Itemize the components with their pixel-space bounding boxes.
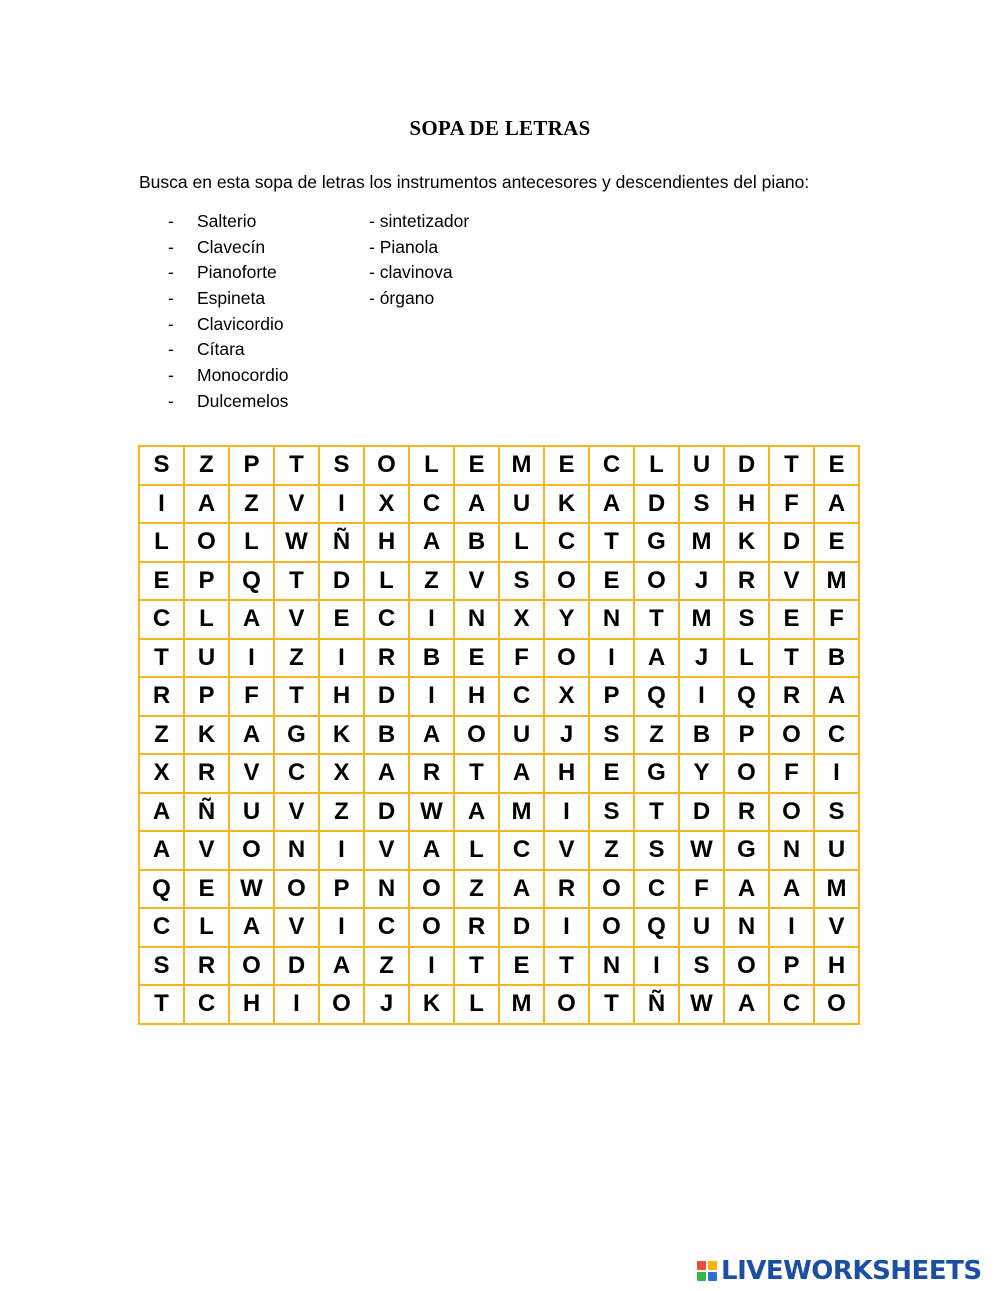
grid-cell[interactable]: W [274,523,319,562]
instruction-text: Busca en esta sopa de letras los instrumentos antecesores y descendientes del piano: [139,172,810,192]
grid-cell[interactable]: U [679,446,724,485]
logo-mark-square [708,1261,717,1270]
grid-cell[interactable]: I [409,677,454,716]
grid-cell[interactable]: Z [364,947,409,986]
grid-cell[interactable]: H [364,523,409,562]
grid-row [139,446,859,485]
list-item: - Pianola [369,236,439,257]
instrument-list-left [168,209,288,415]
grid-cell[interactable]: V [274,600,319,639]
grid-cell[interactable]: I [409,600,454,639]
grid-cell[interactable]: A [499,870,544,909]
grid-cell[interactable]: A [724,985,769,1024]
word-search-grid [138,445,860,1025]
grid-cell[interactable]: S [139,947,184,986]
list-item-label: Cítara [197,339,245,360]
grid-cell[interactable]: P [229,446,274,485]
grid-cell[interactable]: C [139,908,184,947]
grid-cell[interactable]: O [544,639,589,678]
grid-cell[interactable]: R [769,677,814,716]
grid-cell[interactable]: T [454,947,499,986]
grid-cell[interactable]: Z [589,831,634,870]
grid-cell[interactable]: K [409,985,454,1024]
grid-cell[interactable]: L [184,600,229,639]
grid-cell[interactable]: B [454,523,499,562]
grid-cell[interactable]: I [229,639,274,678]
grid-cell[interactable]: I [769,908,814,947]
grid-cell[interactable]: F [769,485,814,524]
grid-cell[interactable]: O [769,793,814,832]
list-item-label: Clavicordio [197,313,284,334]
grid-cell[interactable]: N [454,600,499,639]
grid-cell[interactable]: C [589,446,634,485]
grid-cell[interactable]: Z [139,716,184,755]
grid-cell[interactable]: R [184,754,229,793]
grid-row [139,716,859,755]
grid-cell[interactable]: O [409,870,454,909]
grid-cell[interactable]: I [139,485,184,524]
grid-cell[interactable]: V [814,908,859,947]
grid-cell[interactable]: N [769,831,814,870]
list-dash: - [168,262,174,283]
grid-row [139,562,859,601]
grid-cell[interactable]: M [679,523,724,562]
grid-cell[interactable]: A [319,947,364,986]
grid-cell[interactable]: R [544,870,589,909]
grid-cell[interactable]: F [679,870,724,909]
grid-cell[interactable]: L [229,523,274,562]
grid-cell[interactable]: P [769,947,814,986]
grid-cell[interactable]: D [364,677,409,716]
grid-cell[interactable]: A [184,485,229,524]
grid-cell[interactable]: D [634,485,679,524]
grid-cell[interactable]: I [544,908,589,947]
logo-mark-square [697,1272,706,1281]
grid-cell[interactable]: U [679,908,724,947]
grid-cell[interactable]: E [184,870,229,909]
grid-cell[interactable]: L [634,446,679,485]
grid-cell[interactable]: J [544,716,589,755]
grid-cell[interactable]: I [634,947,679,986]
grid-cell[interactable]: P [319,870,364,909]
grid-cell[interactable]: L [184,908,229,947]
grid-cell[interactable]: A [634,639,679,678]
list-dash: - [168,288,174,309]
grid-cell[interactable]: Y [544,600,589,639]
grid-cell[interactable]: H [544,754,589,793]
grid-cell[interactable]: A [409,716,454,755]
list-item-label: Dulcemelos [197,390,289,411]
grid-cell[interactable]: R [724,562,769,601]
grid-cell[interactable]: W [409,793,454,832]
grid-cell[interactable]: O [454,716,499,755]
grid-cell[interactable]: C [499,831,544,870]
logo-text: LIVEWORKSHEETS [721,1256,982,1286]
grid-cell[interactable]: O [409,908,454,947]
grid-cell[interactable]: F [814,600,859,639]
grid-cell[interactable]: V [544,831,589,870]
list-item-label: Espineta [197,288,266,309]
grid-cell[interactable]: O [724,947,769,986]
grid-cell[interactable]: L [409,446,454,485]
grid-cell[interactable]: F [499,639,544,678]
grid-cell[interactable]: E [544,446,589,485]
grid-cell[interactable]: C [139,600,184,639]
grid-cell[interactable]: A [409,523,454,562]
grid-cell[interactable]: T [544,947,589,986]
grid-cell[interactable]: S [814,793,859,832]
grid-cell[interactable]: B [814,639,859,678]
grid-cell[interactable]: C [184,985,229,1024]
grid-row [139,485,859,524]
list-dash: - [168,390,174,411]
grid-cell[interactable]: E [769,600,814,639]
grid-row [139,523,859,562]
grid-cell[interactable]: O [589,870,634,909]
grid-cell[interactable]: X [364,485,409,524]
logo-mark-square [708,1272,717,1281]
grid-cell[interactable]: I [319,639,364,678]
grid-row [139,947,859,986]
grid-cell[interactable]: V [274,485,319,524]
list-item-label: Salterio [197,211,257,231]
grid-row [139,677,859,716]
grid-cell[interactable]: T [139,985,184,1024]
grid-cell[interactable]: S [589,793,634,832]
grid-cell[interactable]: I [679,677,724,716]
list-item: - sintetizador [369,211,470,231]
grid-cell[interactable]: F [769,754,814,793]
page-title: SOPA DE LETRAS [409,116,591,140]
grid-cell[interactable]: T [139,639,184,678]
list-item [168,389,288,415]
grid-cell[interactable]: O [634,562,679,601]
grid-cell[interactable]: O [544,562,589,601]
grid-cell[interactable]: T [769,639,814,678]
grid-cell[interactable]: O [544,985,589,1024]
grid-cell[interactable]: I [589,639,634,678]
grid-cell[interactable]: T [589,523,634,562]
grid-cell[interactable]: H [454,677,499,716]
grid-cell[interactable]: I [319,485,364,524]
grid-row [139,639,859,678]
grid-cell[interactable]: O [769,716,814,755]
list-item [168,235,288,261]
grid-cell[interactable]: S [499,562,544,601]
grid-cell[interactable]: D [364,793,409,832]
grid-cell[interactable]: P [724,716,769,755]
grid-cell[interactable]: L [499,523,544,562]
grid-cell[interactable]: I [814,754,859,793]
grid-cell[interactable]: V [364,831,409,870]
liveworksheets-logo [697,1256,982,1286]
grid-cell[interactable]: U [499,716,544,755]
grid-cell[interactable]: U [814,831,859,870]
list-dash: - [168,365,174,386]
grid-row [139,870,859,909]
grid-cell[interactable]: S [634,831,679,870]
grid-cell[interactable]: P [589,677,634,716]
list-item-label: Clavecín [197,236,266,257]
grid-cell[interactable]: K [544,485,589,524]
grid-cell[interactable]: O [319,985,364,1024]
grid-cell[interactable]: H [229,985,274,1024]
grid-cell[interactable]: M [814,870,859,909]
grid-cell[interactable]: C [544,523,589,562]
grid-cell[interactable]: E [454,446,499,485]
grid-cell[interactable]: L [454,831,499,870]
grid-cell[interactable]: Ñ [184,793,229,832]
grid-cell[interactable]: Z [634,716,679,755]
grid-cell[interactable]: A [814,677,859,716]
grid-cell[interactable]: O [229,831,274,870]
grid-cell[interactable]: Z [319,793,364,832]
grid-row [139,908,859,947]
grid-cell[interactable]: H [814,947,859,986]
grid-cell[interactable]: P [184,677,229,716]
grid-cell[interactable]: O [229,947,274,986]
grid-cell[interactable]: O [814,985,859,1024]
grid-cell[interactable]: V [229,754,274,793]
grid-cell[interactable]: A [229,716,274,755]
grid-cell[interactable]: A [499,754,544,793]
grid-cell[interactable]: J [679,639,724,678]
grid-cell[interactable]: A [589,485,634,524]
grid-cell[interactable]: S [139,446,184,485]
grid-cell[interactable]: A [409,831,454,870]
grid-cell[interactable]: T [274,446,319,485]
grid-cell[interactable]: T [454,754,499,793]
grid-row [139,793,859,832]
grid-cell[interactable]: L [454,985,499,1024]
grid-cell[interactable]: I [319,831,364,870]
grid-cell[interactable]: K [319,716,364,755]
grid-cell[interactable]: Z [454,870,499,909]
grid-cell[interactable]: T [769,446,814,485]
list-item: - órgano [369,288,435,309]
grid-cell[interactable]: M [499,793,544,832]
grid-cell[interactable]: M [499,446,544,485]
grid-cell[interactable]: H [319,677,364,716]
list-item-label: Pianoforte [197,262,277,283]
grid-cell[interactable]: A [229,600,274,639]
grid-cell[interactable]: E [139,562,184,601]
grid-cell[interactable]: S [679,485,724,524]
grid-cell[interactable]: U [499,485,544,524]
grid-cell[interactable]: Z [184,446,229,485]
grid-cell[interactable]: X [544,677,589,716]
grid-cell[interactable]: S [319,446,364,485]
grid-cell[interactable]: M [814,562,859,601]
grid-cell[interactable]: E [589,754,634,793]
grid-cell[interactable]: K [184,716,229,755]
grid-cell[interactable]: I [409,947,454,986]
grid-cell[interactable]: I [544,793,589,832]
list-dash: - [168,236,174,257]
grid-cell[interactable]: K [724,523,769,562]
grid-cell[interactable]: N [364,870,409,909]
grid-cell[interactable]: B [364,716,409,755]
grid-cell[interactable]: G [634,523,679,562]
grid-cell[interactable]: A [769,870,814,909]
list-item [168,312,288,338]
list-dash: - [168,211,174,231]
grid-cell[interactable]: U [184,639,229,678]
list-dash: - [168,339,174,360]
grid-cell[interactable]: C [634,870,679,909]
grid-cell[interactable]: O [184,523,229,562]
grid-row [139,831,859,870]
grid-cell[interactable]: V [274,793,319,832]
grid-cell[interactable]: G [724,831,769,870]
list-item [168,363,288,389]
grid-cell[interactable]: I [274,985,319,1024]
grid-cell[interactable]: C [364,908,409,947]
grid-cell[interactable]: A [229,908,274,947]
grid-cell[interactable]: T [634,600,679,639]
grid-cell[interactable]: Z [274,639,319,678]
grid-cell[interactable]: R [139,677,184,716]
grid-cell[interactable]: Q [634,908,679,947]
grid-cell[interactable]: Ñ [319,523,364,562]
grid-cell[interactable]: E [589,562,634,601]
grid-cell[interactable]: E [499,947,544,986]
grid-cell[interactable]: W [229,870,274,909]
grid-cell[interactable]: M [679,600,724,639]
grid-cell[interactable]: O [364,446,409,485]
grid-cell[interactable]: V [274,908,319,947]
list-item-label: Monocordio [197,365,289,386]
grid-cell[interactable]: R [184,947,229,986]
grid-cell[interactable]: V [769,562,814,601]
grid-cell[interactable]: V [454,562,499,601]
grid-cell[interactable]: E [454,639,499,678]
grid-cell[interactable]: O [724,754,769,793]
grid-cell[interactable]: L [724,639,769,678]
grid-cell[interactable]: D [724,446,769,485]
grid-cell[interactable]: Z [409,562,454,601]
grid-cell[interactable]: S [724,600,769,639]
grid-cell[interactable]: T [274,562,319,601]
grid-cell[interactable]: A [454,793,499,832]
grid-cell[interactable]: B [679,716,724,755]
list-dash: - [168,313,174,334]
grid-cell[interactable]: G [274,716,319,755]
grid-cell[interactable]: C [814,716,859,755]
grid-cell[interactable]: X [139,754,184,793]
grid-cell[interactable]: Y [679,754,724,793]
grid-cell[interactable]: Q [724,677,769,716]
grid-cell[interactable]: X [319,754,364,793]
grid-cell[interactable]: T [274,677,319,716]
grid-cell[interactable]: Q [634,677,679,716]
grid-cell[interactable]: M [499,985,544,1024]
logo-mark-square [697,1261,706,1270]
grid-cell[interactable]: I [319,908,364,947]
grid-cell[interactable]: T [634,793,679,832]
grid-cell[interactable]: P [184,562,229,601]
grid-cell[interactable]: A [724,870,769,909]
grid-cell[interactable]: C [409,485,454,524]
grid-cell[interactable]: S [679,947,724,986]
grid-cell[interactable]: W [679,985,724,1024]
grid-row [139,754,859,793]
grid-cell[interactable]: C [364,600,409,639]
list-item [168,209,288,235]
grid-cell[interactable]: C [499,677,544,716]
grid-row [139,985,859,1024]
grid-cell[interactable]: A [364,754,409,793]
list-item [168,260,288,286]
grid-cell[interactable]: U [229,793,274,832]
list-item: - clavinova [369,262,453,283]
grid-cell[interactable]: A [139,831,184,870]
grid-cell[interactable]: T [589,985,634,1024]
grid-row [139,600,859,639]
grid-cell[interactable]: A [454,485,499,524]
grid-cell[interactable]: L [364,562,409,601]
grid-cell[interactable]: C [769,985,814,1024]
grid-cell[interactable]: V [184,831,229,870]
list-item [168,337,288,363]
grid-cell[interactable]: O [589,908,634,947]
grid-cell[interactable]: E [814,523,859,562]
logo-mark-icon [697,1261,717,1281]
grid-cell[interactable]: O [274,870,319,909]
grid-cell[interactable]: Ñ [634,985,679,1024]
grid-cell[interactable]: N [589,947,634,986]
grid-cell[interactable]: S [589,716,634,755]
grid-cell[interactable]: X [499,600,544,639]
grid-cell[interactable]: A [139,793,184,832]
grid-cell[interactable]: N [274,831,319,870]
list-item [168,286,288,312]
grid-cell[interactable]: D [274,947,319,986]
grid-cell[interactable]: F [229,677,274,716]
grid-cell[interactable]: D [319,562,364,601]
grid-cell[interactable]: H [724,485,769,524]
grid-cell[interactable]: N [589,600,634,639]
grid-cell[interactable]: E [814,446,859,485]
grid-cell[interactable]: J [679,562,724,601]
grid-cell[interactable]: Q [229,562,274,601]
grid-cell[interactable]: R [724,793,769,832]
grid-cell[interactable]: N [724,908,769,947]
grid-cell[interactable]: A [814,485,859,524]
grid-cell[interactable]: B [409,639,454,678]
grid-cell[interactable]: R [454,908,499,947]
grid-cell[interactable]: R [409,754,454,793]
grid-cell[interactable]: Q [139,870,184,909]
grid-cell[interactable]: C [274,754,319,793]
grid-cell[interactable]: L [139,523,184,562]
grid-cell[interactable]: R [364,639,409,678]
grid-cell[interactable]: Z [229,485,274,524]
grid-cell[interactable]: D [499,908,544,947]
instrument-list-right [369,209,469,312]
grid-cell[interactable]: E [319,600,364,639]
grid-cell[interactable]: J [364,985,409,1024]
grid-cell[interactable]: D [769,523,814,562]
grid-cell[interactable]: D [679,793,724,832]
grid-cell[interactable]: W [679,831,724,870]
grid-cell[interactable]: G [634,754,679,793]
